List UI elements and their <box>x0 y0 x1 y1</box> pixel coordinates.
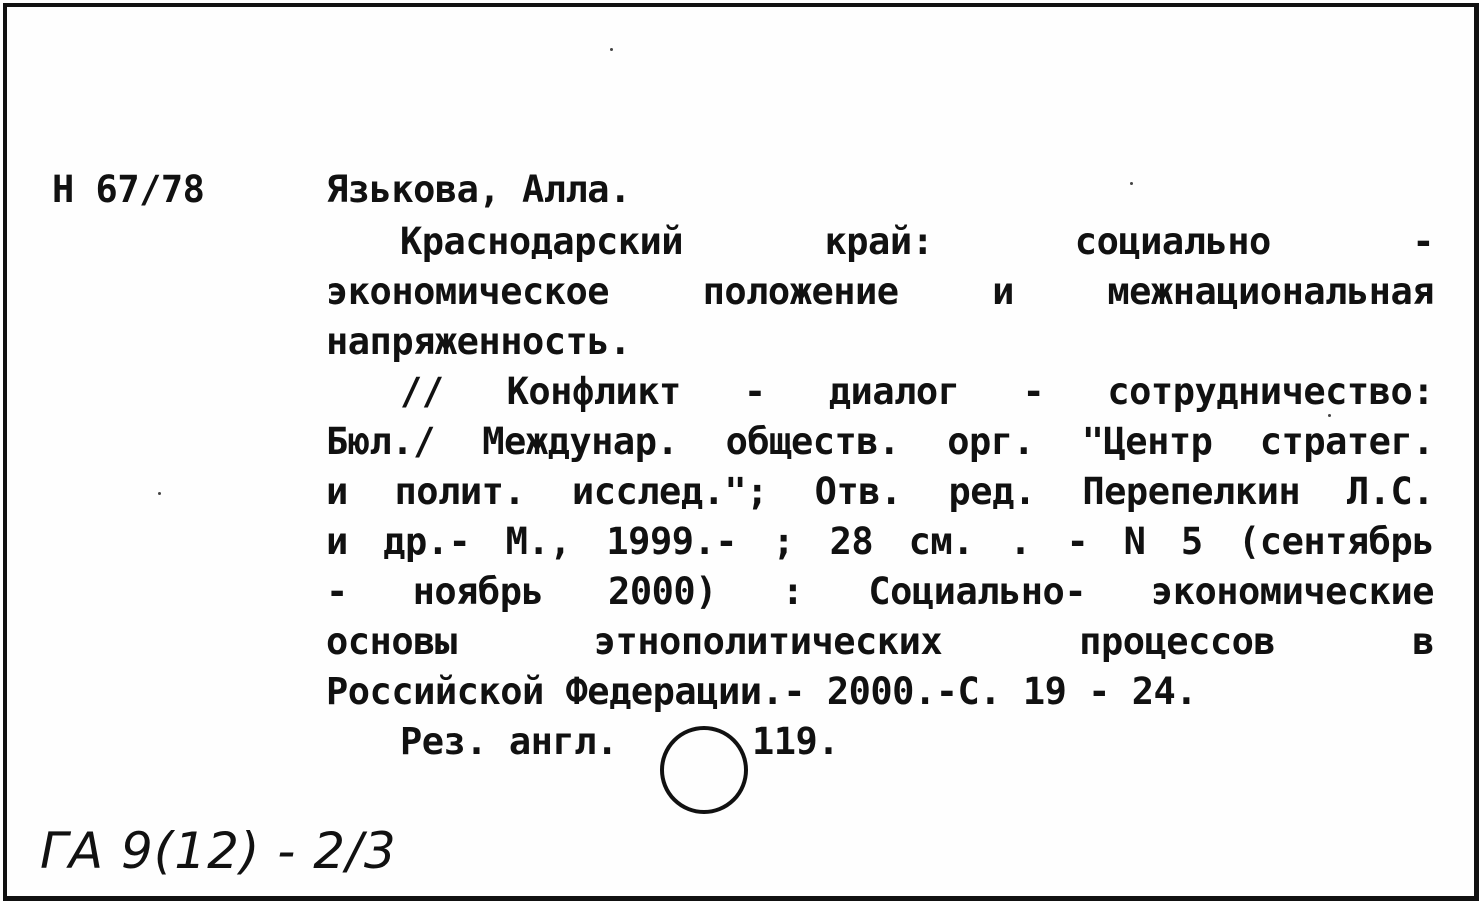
title-line-3: напряженность. <box>326 320 631 363</box>
title-line-1: Краснодарский край: социально - <box>400 220 1434 263</box>
author: Язькова, Алла. <box>326 168 631 211</box>
call-number: Н 67/78 <box>52 168 205 211</box>
source-line-5: - ноябрь 2000) : Социально- экономические <box>326 570 1434 613</box>
handwritten-code: ГА 9(12) - 2/3 <box>40 822 397 880</box>
scan-speck <box>1328 414 1331 417</box>
source-line-7: Российской Федерации.- 2000.-С. 19 - 24. <box>326 670 1198 713</box>
scan-speck <box>158 492 161 495</box>
source-line-6: основы этнополитических процессов в <box>326 620 1434 663</box>
scan-speck <box>1130 182 1133 185</box>
source-line-3: и полит. исслед."; Отв. ред. Перепелкин Л.С. <box>326 470 1434 513</box>
source-line-4: и др.- М., 1999.- ; 28 см. . - N 5 (сентябрь <box>326 520 1434 563</box>
title-line-2: экономическое положение и межнациональная <box>326 270 1434 313</box>
summary-prefix: Рез. англ. <box>400 720 618 763</box>
summary-suffix: 119. <box>752 720 840 763</box>
library-stamp-circle <box>655 718 755 818</box>
scan-speck <box>610 48 613 51</box>
source-line-1: // Конфликт - диалог - сотрудничество: <box>400 370 1434 413</box>
source-line-2: Бюл./ Междунар. обществ. орг. "Центр стратег. <box>326 420 1434 463</box>
